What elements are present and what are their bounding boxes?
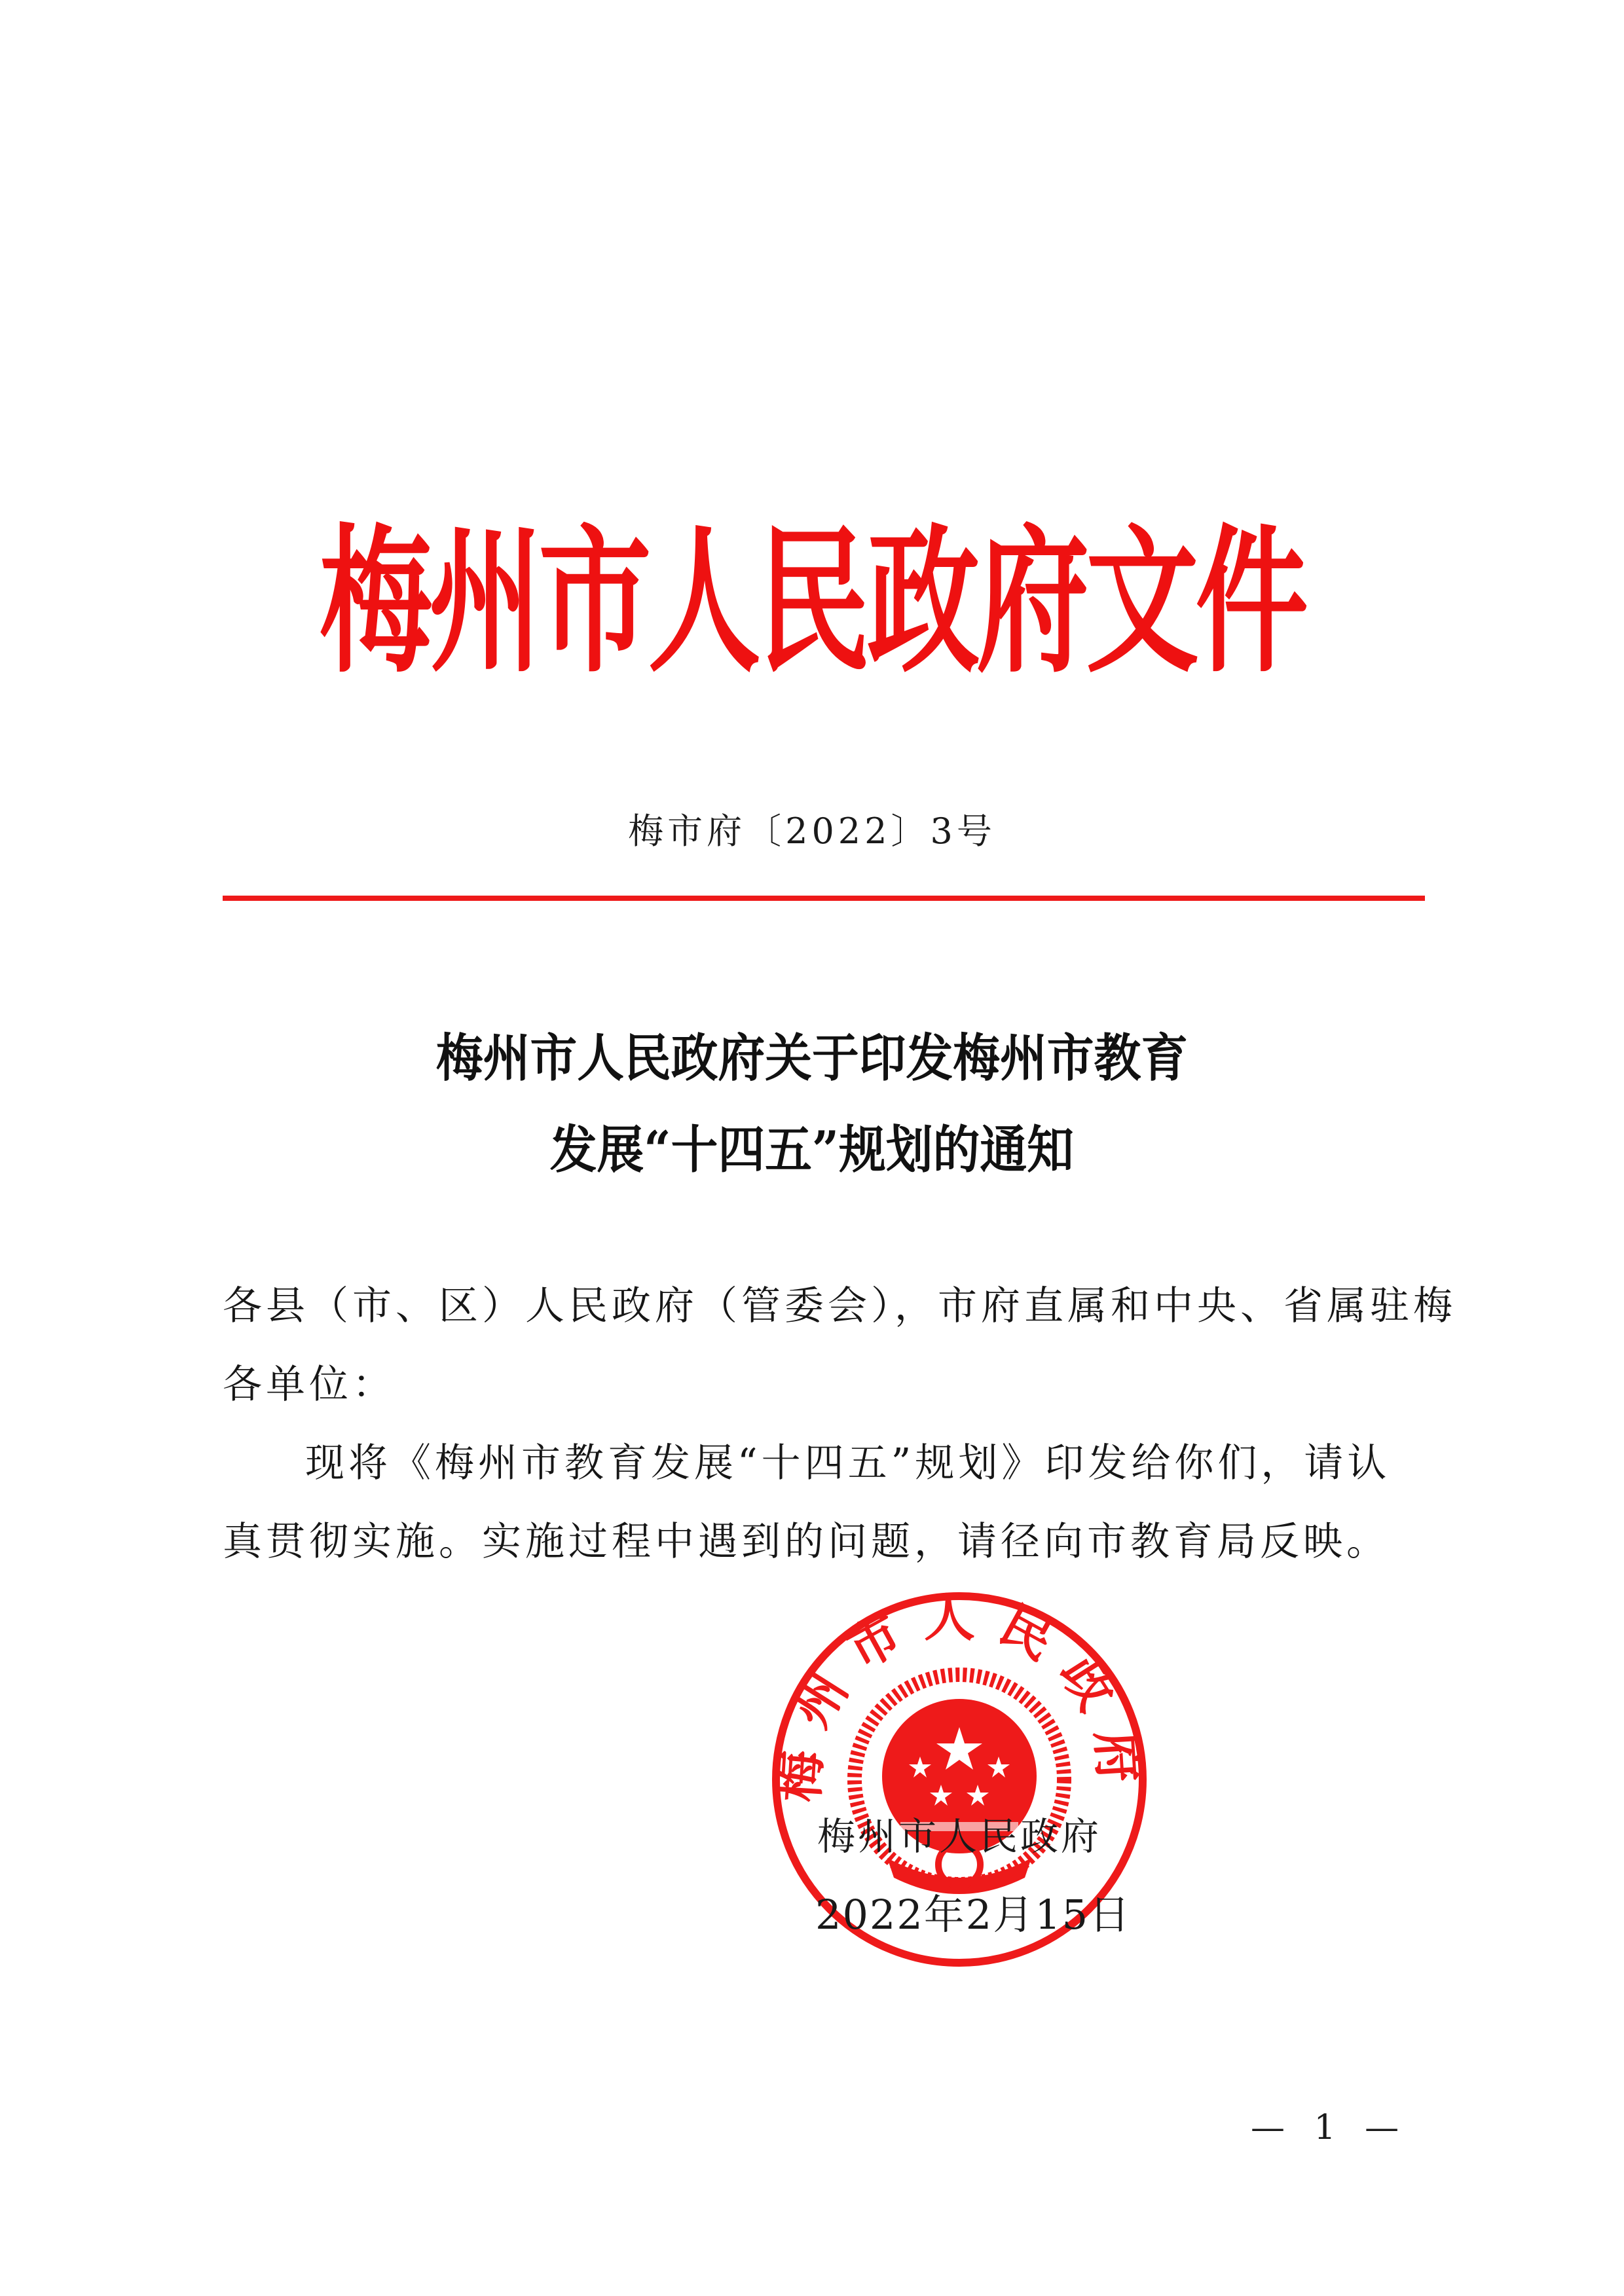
- title-line-1-text: 梅州市人民政府关于印发梅州市教育: [435, 1029, 1189, 1088]
- addressee-line-2: 各单位：: [223, 1362, 396, 1408]
- issuer-header-text: 梅州市人民政府文件: [319, 509, 1305, 694]
- national-emblem-icon: [855, 1675, 1064, 1894]
- addressee-line-1: 各县（市、区）人民政府（管委会），市府直属和中央、省属驻梅: [223, 1283, 1456, 1329]
- paragraph-line-1: 现将《梅州市教育发展“十四五”规划》印发给你们，请认: [305, 1440, 1391, 1486]
- document-title-line-1: [0, 1029, 1624, 1088]
- red-separator-rule: [223, 896, 1425, 901]
- paragraph-line-2: 真贯彻实施。实施过程中遇到的问题，请径向市教育局反映。: [223, 1519, 1390, 1565]
- issuer-header-title: [0, 509, 1624, 694]
- document-title-line-2: [0, 1121, 1624, 1180]
- document-body: [223, 1267, 1456, 1581]
- page-number: — 1 —: [1251, 2108, 1409, 2147]
- seal-ring-text: 梅州市人民政府: [770, 1590, 1149, 1804]
- issue-date: 2022年2月15日: [815, 1891, 1132, 1939]
- title-line-2-text: 发展“十四五”规划的通知: [549, 1120, 1075, 1180]
- document-number: 梅市府〔2022〕3号: [628, 811, 996, 852]
- issuer-signature: 梅州市人民政府: [817, 1814, 1102, 1859]
